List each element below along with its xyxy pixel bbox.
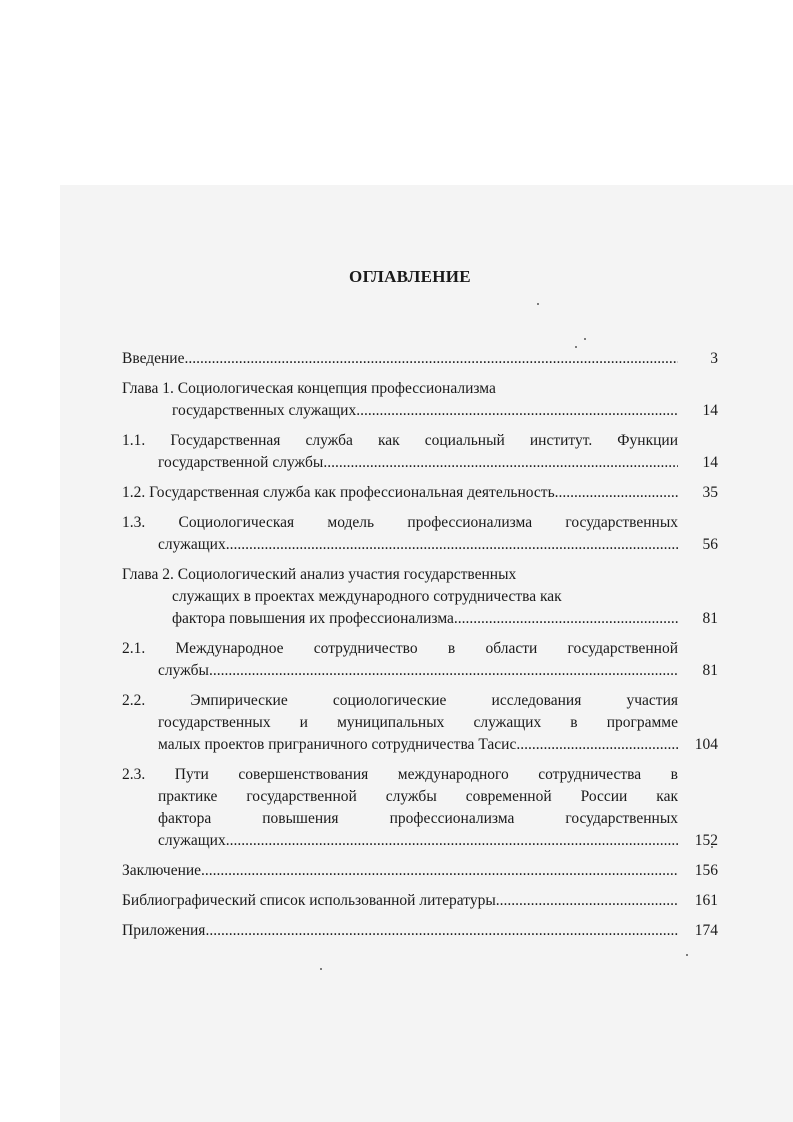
toc-entry-bibliography[interactable]: [122, 890, 718, 912]
dot-leader: [226, 534, 678, 556]
toc-entry-section-2-2[interactable]: [122, 690, 718, 756]
scan-speck: [320, 968, 322, 970]
dot-leader: [555, 482, 678, 504]
toc-entry-title-continued: фактора повышения профессионализма государственных: [158, 810, 678, 827]
toc-entry-title-continued: государственных служащих: [172, 402, 357, 419]
dot-leader: [226, 830, 678, 852]
toc-entry-conclusion[interactable]: [122, 860, 718, 882]
page-title: ОГЛАВЛЕНИЕ: [349, 267, 471, 286]
toc-page-number: 161: [694, 892, 718, 909]
toc-entry-section-2-3[interactable]: [122, 764, 718, 852]
dot-leader: [356, 400, 678, 422]
toc-entry-title: 2.3. Пути совершенствования международного сотрудничества в: [122, 766, 678, 783]
toc-entry-title-continued: государственных и муниципальных служащих в программе: [158, 714, 678, 731]
toc-entry-title: 1.2. Государственная служба как профессиональная деятельность: [122, 484, 555, 501]
toc-entry-title-continued: государственной службы: [158, 454, 324, 471]
toc-entry-title: Заключение: [122, 862, 202, 879]
dot-leader: [496, 890, 678, 912]
toc-entry-chapter-1[interactable]: [122, 378, 718, 422]
toc-entry-section-1-2[interactable]: [122, 482, 718, 504]
toc-entry-title-continued: служащих: [158, 832, 226, 849]
toc-entry-chapter-2[interactable]: [122, 564, 718, 630]
toc-entry-title-continued: служащих в проектах международного сотрудничества как: [172, 588, 562, 605]
toc-entry-introduction[interactable]: [122, 348, 718, 370]
toc-entry-section-2-1[interactable]: [122, 638, 718, 682]
toc-page-number: 104: [694, 736, 718, 753]
toc-page-number: 3: [710, 350, 718, 367]
toc-entry-title: 1.3. Социологическая модель профессионализма государственных: [122, 514, 678, 531]
toc-entry-title: 2.2. Эмпирические социологические исследования участия: [122, 692, 678, 709]
toc-entry-title: Введение: [122, 350, 185, 367]
dot-leader: [184, 348, 678, 370]
toc-page-number: 81: [702, 662, 718, 679]
dot-leader: [516, 734, 678, 756]
scan-speck: [686, 954, 688, 956]
dot-leader: [201, 860, 678, 882]
toc-entry-title: Глава 1. Социологическая концепция профессионализма: [122, 380, 496, 397]
toc-entry-title-continued: служащих: [158, 536, 226, 553]
toc-entry-section-1-1[interactable]: [122, 430, 718, 474]
toc-entry-title-continued: службы: [158, 662, 209, 679]
dot-leader: [323, 452, 678, 474]
toc-entry-title: 2.1. Международное сотрудничество в области государственной: [122, 640, 678, 657]
toc-entry-appendices[interactable]: [122, 920, 718, 942]
table-of-contents: [122, 348, 718, 950]
toc-page-number: 152: [694, 832, 718, 849]
toc-entry-section-1-3[interactable]: [122, 512, 718, 556]
toc-entry-title: 1.1. Государственная служба как социальный институт. Функции: [122, 432, 678, 449]
dot-leader: [205, 920, 678, 942]
toc-page-number: 35: [702, 484, 718, 501]
toc-entry-title: Приложения: [122, 922, 206, 939]
toc-entry-title-continued: практике государственной службы современной России как: [158, 788, 678, 805]
toc-entry-title: Глава 2. Социологический анализ участия государственных: [122, 566, 517, 583]
dot-leader: [454, 608, 678, 630]
toc-page-number: 174: [694, 922, 718, 939]
scan-speck: [584, 338, 586, 340]
toc-page-number: 14: [702, 454, 718, 471]
toc-page-number: 81: [702, 610, 718, 627]
toc-page-number: 56: [702, 536, 718, 553]
toc-page-number: 156: [694, 862, 718, 879]
toc-page-number: 14: [702, 402, 718, 419]
toc-entry-title-continued: фактора повышения их профессионализма: [172, 610, 454, 627]
scan-speck: [537, 303, 539, 305]
toc-entry-title: Библиографический список использованной литературы: [122, 892, 496, 909]
toc-entry-title-continued: малых проектов приграничного сотрудничества Тасис: [158, 736, 517, 753]
dot-leader: [209, 660, 678, 682]
